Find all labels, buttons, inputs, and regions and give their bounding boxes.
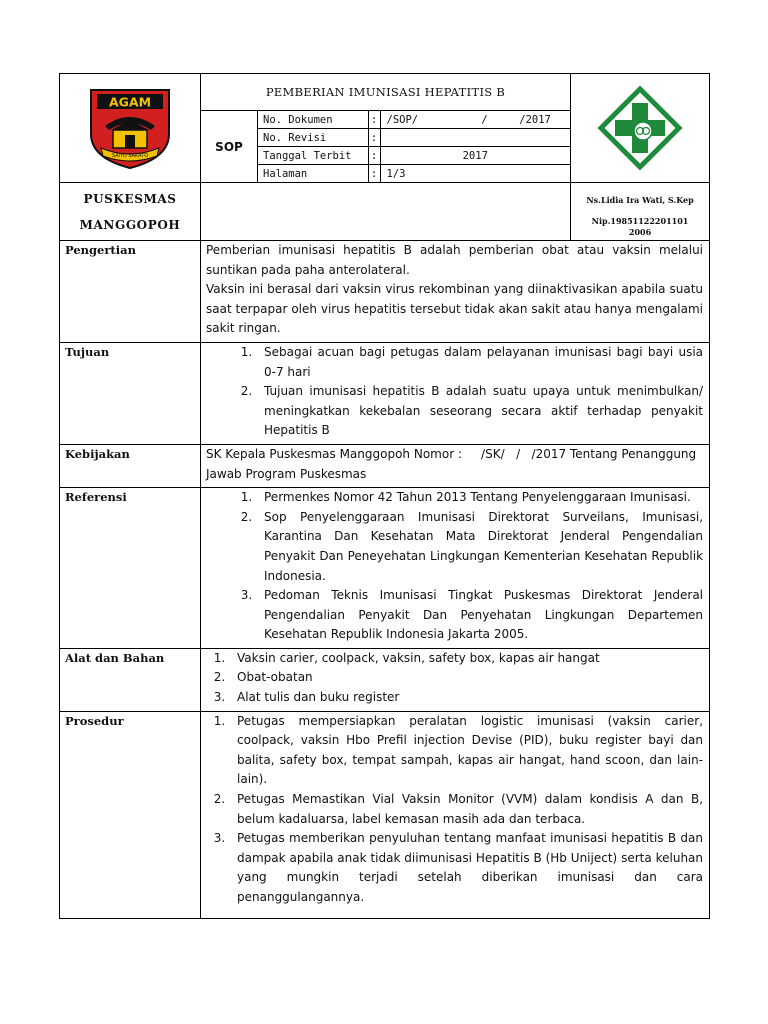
section-content bbox=[201, 444, 710, 487]
list-item: 3. Alat tulis dan buku register bbox=[229, 688, 703, 708]
section-referensi bbox=[60, 488, 710, 649]
doc-field-value: /SOP/ / /2017 bbox=[380, 111, 570, 129]
doc-field-colon: : bbox=[368, 147, 380, 165]
objective-list bbox=[206, 343, 703, 441]
puskesmas-cross-logo-icon bbox=[597, 85, 683, 171]
signature-space bbox=[201, 183, 571, 241]
list-item: 1. Petugas mempersiapkan peralatan logistic imunisasi (vaksin carier, coolpack, vaksin Hbo Prefil injection Devise (PID), buku register bayi dan balita, safety box, tempat sampah, kapas air hangat, hand scoon, dan lain-lain). bbox=[229, 712, 703, 790]
materials-list bbox=[206, 649, 703, 708]
section-content bbox=[201, 241, 710, 343]
signer-cell bbox=[571, 183, 710, 241]
section-label: Kebijakan bbox=[60, 444, 201, 487]
doc-field-value bbox=[380, 129, 570, 147]
list-item: 2. Sop Penyelenggaraan Imunisasi Direktorat Surveilans, Imunisasi, Karantina Dan Kesehatan Mata Direktorat Jenderal Pengendalian Penyakit Dan Peneyehatan Lingkungan Kementerian Kesehatan Republik Indonesia. bbox=[256, 508, 703, 586]
section-prosedur bbox=[60, 711, 710, 918]
doc-field-value: 1/3 bbox=[380, 165, 570, 183]
list-item: 2. Petugas Memastikan Vial Vaksin Monitor (VVM) dalam kondisis A dan B, belum kadaluarsa, label kemasan masih ada dan terbaca. bbox=[229, 790, 703, 829]
puskesmas-name-line1: PUSKESMAS bbox=[83, 191, 177, 206]
section-label: Referensi bbox=[60, 488, 201, 649]
list-item: 1. Permenkes Nomor 42 Tahun 2013 Tentang Penyelenggaraan Imunisasi. bbox=[256, 488, 703, 508]
section-label: Tujuan bbox=[60, 342, 201, 444]
doc-field-value: 2017 bbox=[380, 147, 570, 165]
sop-label: SOP bbox=[201, 111, 258, 183]
section-content bbox=[201, 342, 710, 444]
doc-field-label: No. Dokumen bbox=[258, 111, 368, 129]
section-label: Alat dan Bahan bbox=[60, 648, 201, 711]
list-item: 1. Vaksin carier, coolpack, vaksin, safety box, kapas air hangat bbox=[229, 649, 703, 669]
sop-table bbox=[59, 73, 710, 919]
doc-info-cell bbox=[258, 111, 571, 183]
definition-paragraph: Vaksin ini berasal dari vaksin virus rekombinan yang diinaktivasikan apabila suatu saat terpapar oleh virus hepatitis tersebut tidak akan sakit atau hanya mengalami sakit ringan. bbox=[206, 282, 704, 336]
list-item: 2. Obat-obatan bbox=[229, 668, 703, 688]
doc-field-colon: : bbox=[368, 129, 380, 147]
issue-date-row bbox=[258, 147, 570, 165]
doc-field-colon: : bbox=[368, 165, 380, 183]
agam-logo-cell bbox=[60, 74, 201, 183]
signer-nip-cont: 2006 bbox=[628, 227, 652, 237]
section-tujuan bbox=[60, 342, 710, 444]
reference-list bbox=[206, 488, 703, 645]
section-alat-bahan bbox=[60, 648, 710, 711]
doc-info-table bbox=[258, 111, 570, 182]
sop-title: PEMBERIAN IMUNISASI HEPATITIS B bbox=[201, 74, 571, 111]
list-item: 2. Tujuan imunisasi hepatitis B adalah suatu upaya untuk menimbulkan/ meningkatkan kekebalan seseorang secara aktif terhadap penyakit Hepatitis B bbox=[256, 382, 703, 441]
list-item: 1. Sebagai acuan bagi petugas dalam pelayanan imunisasi bagi bayi usia 0-7 hari bbox=[256, 343, 703, 382]
policy-text: SK Kepala Puskesmas Manggopoh Nomor : /SK/ / /2017 Tentang Penanggung Jawab Program Puskesmas bbox=[206, 446, 700, 481]
revision-row bbox=[258, 129, 570, 147]
doc-field-label: No. Revisi bbox=[258, 129, 368, 147]
section-kebijakan bbox=[60, 444, 710, 487]
doc-number-row bbox=[258, 111, 570, 129]
signer-name: Ns.Lidia Ira Wati, S.Kep bbox=[586, 195, 694, 205]
list-item: 3. Pedoman Teknis Imunisasi Tingkat Puskesmas Direktorat Jenderal Pengendalian Penyakit Dan Penyehatan Lingkungan Departemen Kesehatan Republik Indonesia Jakarta 2005. bbox=[256, 586, 703, 645]
section-content bbox=[201, 648, 710, 711]
logo-text: AGAM bbox=[108, 94, 152, 110]
doc-field-label: Tanggal Terbit bbox=[258, 147, 368, 165]
doc-field-label: Halaman bbox=[258, 165, 368, 183]
puskesmas-logo-cell bbox=[571, 74, 710, 183]
logo-ribbon-text: SAIYO SAKATO bbox=[111, 153, 149, 159]
section-pengertian bbox=[60, 241, 710, 343]
signer-nip: Nip.19851122201101 bbox=[591, 216, 689, 226]
puskesmas-name-line2: MANGGOPOH bbox=[79, 217, 181, 232]
section-label: Prosedur bbox=[60, 711, 201, 918]
puskesmas-name-cell bbox=[60, 183, 201, 241]
list-item: 3. Petugas memberikan penyuluhan tentang manfaat imunisasi hepatitis B dan dampak apabila anak tidak diimunisasi Hepatitis B (Hb Uniject) serta keluhan yang mungkin terjadi setelah diberikan imunisasi dan cara penanggulangannya. bbox=[229, 829, 703, 907]
definition-paragraph: Pemberian imunisasi hepatitis B adalah pemberian obat atau vaksin melalui suntikan pada paha anterolateral. bbox=[206, 243, 704, 277]
section-label: Pengertian bbox=[60, 241, 201, 343]
procedure-list bbox=[206, 712, 703, 908]
agam-regency-logo-icon bbox=[87, 86, 173, 170]
doc-field-colon: : bbox=[368, 111, 380, 129]
section-content bbox=[201, 488, 710, 649]
section-content bbox=[201, 711, 710, 918]
page-row bbox=[258, 165, 570, 183]
